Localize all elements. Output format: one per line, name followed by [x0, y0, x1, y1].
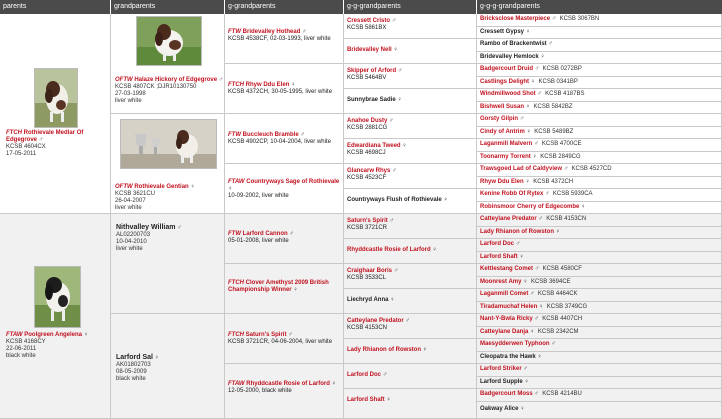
male-symbol: ♂	[515, 241, 521, 248]
gg2-info: KCSB 4372CH, 30-05-1995, liver white	[228, 89, 333, 96]
female-symbol: ♀	[524, 378, 529, 385]
ggg-name[interactable]: Sunnybrae Sadie	[347, 97, 396, 103]
gg1-prefix: FTW	[228, 29, 241, 35]
female-symbol: ♀	[537, 353, 542, 360]
sire-cell	[0, 14, 111, 214]
g-g-grandparent-cell	[344, 289, 477, 314]
gp2-photo	[120, 119, 217, 169]
gggg-reg: KCSB 4187BS	[545, 91, 585, 98]
dam-prefix: FTAW	[6, 332, 23, 338]
male-symbol: ♂	[289, 231, 294, 237]
gggg-name[interactable]: Toonarmy Torrent	[480, 153, 531, 160]
g-g-g-grandparent-cell	[477, 114, 722, 127]
dam-photo	[34, 266, 81, 328]
ggg-name[interactable]: Bridevalley Nell	[347, 47, 392, 53]
male-symbol: ♂	[538, 216, 543, 223]
gggg-name[interactable]: Badgercourt Moss	[480, 391, 533, 398]
ggg-reg: KCSB 2881CG	[347, 125, 388, 132]
male-symbol: ♂	[519, 116, 525, 123]
female-symbol: ♀	[525, 178, 530, 185]
gggg-name[interactable]: Larford Supple	[480, 378, 523, 385]
g-g-g-grandparent-cell	[477, 239, 722, 252]
gp3-color: liver white	[116, 246, 143, 253]
g-grandparent-cell	[225, 64, 344, 114]
g-g-g-grandparent-cell	[477, 289, 722, 302]
ggg-name[interactable]: Larford Doc	[347, 372, 382, 378]
gp1-reg: KCSB 4807CK ;DJR10130750	[115, 84, 197, 91]
g-grandparent-cell	[225, 14, 344, 64]
header-parents: parents	[0, 0, 110, 14]
g-g-grandparent-cell	[344, 239, 477, 264]
gp4-reg: AK01802703	[116, 362, 151, 369]
gggg-reg: KCSB 3067BN	[559, 16, 600, 23]
gp2-dob: 26-04-2007	[115, 198, 146, 205]
female-symbol: ♀	[397, 97, 402, 103]
male-symbol: ♂	[393, 268, 399, 274]
male-symbol: ♂	[218, 77, 224, 83]
gggg-reg: KCSB 4372CH	[533, 178, 574, 185]
grandparent-cell	[111, 14, 225, 114]
ggg-reg: KCSB 4698CJ	[347, 150, 386, 157]
g-grandparent-cell	[225, 314, 344, 364]
gp1-prefix: OFTW	[115, 77, 133, 83]
g-grandparent-cell	[225, 264, 344, 314]
ggg-name[interactable]: Lady Rhianon of Rowston	[347, 347, 421, 353]
gggg-name[interactable]: Cleopatra the Hawk	[480, 353, 536, 360]
female-symbol: ♀	[432, 247, 437, 253]
gg3-name[interactable]: Buccleuch Bramble	[242, 132, 299, 138]
gp1-dob: 27-03-1998	[115, 91, 146, 98]
g-g-g-grandparent-cell	[477, 164, 722, 177]
sire-name[interactable]: Rothievale Medlar Of Edgegrove	[6, 130, 84, 144]
gp1-color: liver white	[115, 98, 142, 105]
g-g-g-grandparent-cell	[477, 177, 722, 189]
g-g-grandparent-cell	[344, 389, 477, 419]
g-g-g-grandparent-cell	[477, 339, 722, 352]
female-symbol: ♀	[523, 278, 528, 285]
female-symbol: ♀	[291, 82, 296, 88]
male-symbol: ♂	[397, 68, 403, 74]
gggg-name[interactable]: Rambo of Brackentwist	[480, 41, 547, 48]
g-g-g-grandparent-cell	[477, 377, 722, 389]
male-symbol: ♂	[534, 391, 539, 398]
male-symbol: ♂	[177, 225, 182, 231]
gggg-reg: KCSB 4214BU	[542, 391, 582, 398]
male-symbol: ♂	[534, 141, 539, 148]
gg8-info: 12-05-2000, black white	[228, 388, 292, 395]
gggg-name[interactable]: Gorsty Gilpin	[480, 116, 519, 123]
female-symbol: ♀	[530, 78, 536, 85]
gg2-name[interactable]: Rhyw Ddu Elen	[245, 82, 290, 88]
g-g-g-grandparent-cell	[477, 189, 722, 202]
grandparent-cell	[111, 214, 225, 314]
ggg-name[interactable]: Anahoe Dusty	[347, 118, 388, 124]
gg5-name[interactable]: Larford Cannon	[242, 231, 288, 237]
male-symbol: ♂	[392, 168, 397, 174]
dam-dob: 22-06-2011	[6, 346, 37, 353]
male-symbol: ♂	[548, 41, 553, 48]
g-g-g-grandparent-cell	[477, 252, 722, 264]
g-g-grandparent-cell	[344, 39, 477, 64]
g-grandparent-cell	[225, 114, 344, 164]
g-g-g-grandparent-cell	[477, 77, 722, 89]
g-grandparent-cell	[225, 364, 344, 419]
male-symbol: ♂	[391, 18, 397, 24]
gg3-prefix: FTW	[228, 132, 241, 138]
gg2-prefix: FTCH	[228, 82, 244, 88]
female-symbol: ♀	[390, 297, 395, 303]
male-symbol: ♂	[38, 137, 44, 144]
gg7-name[interactable]: Saturn's Spirit	[245, 332, 287, 338]
ggg-reg: KCSB 4153CN	[347, 325, 388, 332]
gggg-reg: KCSB 5489BZ	[534, 128, 574, 135]
gp2-name[interactable]: Rothievale Gentian	[134, 184, 189, 190]
gggg-reg: KCSB 0341BP	[538, 78, 578, 85]
g-g-g-grandparent-cell	[477, 389, 722, 402]
male-symbol: ♂	[534, 66, 540, 73]
ggg-name[interactable]: Catteylane Predator	[347, 318, 404, 324]
g-g-g-grandparent-cell	[477, 277, 722, 289]
dam-reg: KCSB 4168CY	[6, 339, 46, 346]
g-g-g-grandparent-cell	[477, 39, 722, 52]
gg6-prefix: FTCH	[228, 280, 244, 286]
gggg-reg: KCSB 3694CE	[530, 278, 571, 285]
gggg-name[interactable]: Castlings Delight	[480, 78, 530, 85]
grandparent-cell	[111, 314, 225, 419]
male-symbol: ♂	[545, 191, 550, 198]
gggg-name[interactable]: Laganmill Malvern	[480, 141, 533, 148]
male-symbol: ♂	[530, 291, 535, 298]
gggg-name[interactable]: Windmillwood Shot	[480, 91, 536, 98]
female-symbol: ♀	[422, 347, 428, 353]
gggg-name[interactable]: Rhyw Ddu Elen	[480, 178, 524, 185]
gggg-reg: KCSB 4153CN	[546, 216, 587, 223]
ggg-reg: KCSB 3533CL	[347, 275, 387, 282]
gggg-name[interactable]: Kenine Robb Of Rytex	[480, 191, 544, 198]
ggg-name[interactable]: Larford Shaft	[347, 397, 385, 403]
ggg-name[interactable]: Rhyddcastle Rosie of Larford	[347, 247, 431, 253]
gggg-reg: KCSB 4464CK	[537, 291, 578, 298]
g-g-g-grandparent-cell	[477, 27, 722, 39]
header-g-g-grandparents: g-g-grandparents	[344, 0, 476, 14]
g-g-g-grandparent-cell	[477, 14, 722, 27]
ggg-name[interactable]: Saturn's Spirit	[347, 218, 388, 224]
ggg-name[interactable]: Liechryd Anna	[347, 297, 389, 303]
g-g-grandparent-cell	[344, 339, 477, 364]
g-g-g-grandparent-cell	[477, 52, 722, 64]
gp3-name[interactable]: Nithvalley William	[116, 224, 176, 231]
female-symbol: ♀	[532, 153, 537, 160]
gggg-reg: KCSB 5842BZ	[533, 103, 573, 110]
gggg-reg: KCSB 2342CM	[537, 328, 579, 335]
gp4-color: black white	[116, 376, 146, 383]
gg8-name[interactable]: Rhyddcastle Rosie of Larford	[246, 381, 330, 387]
gggg-name[interactable]: Oakway Alice	[480, 406, 519, 413]
gp3-reg: AL02200703	[116, 232, 151, 239]
female-symbol: ♀	[154, 355, 160, 361]
gp4-dob: 08-05-2009	[116, 369, 147, 376]
gggg-reg: KCSB 3749CG	[546, 303, 588, 310]
sire-dob: 17-05-2011	[6, 151, 37, 158]
gggg-name[interactable]: Trawsgoed Lad of Caldyview	[480, 166, 563, 173]
gp1-photo	[136, 16, 202, 66]
gp2-prefix: OFTW	[115, 184, 133, 190]
g-g-grandparent-cell	[344, 214, 477, 239]
gggg-name[interactable]: Catteylane Danja	[480, 328, 529, 335]
gg6-name[interactable]: Clover Amethyst 2009 British Championship Winner	[228, 280, 329, 294]
gggg-name[interactable]: Bricksclose Masterpiece	[480, 16, 551, 23]
g-grandparent-cell	[225, 164, 344, 214]
gg4-prefix: FTAW	[228, 179, 245, 185]
gg5-prefix: FTW	[228, 231, 241, 237]
gggg-name[interactable]: Kettlestang Comet	[480, 266, 534, 273]
dam-name[interactable]: Poolgreen Angelena	[24, 332, 83, 338]
gggg-name[interactable]: Maesydderwen Typhoon	[480, 341, 550, 348]
female-symbol: ♀	[83, 332, 89, 338]
g-g-grandparent-cell	[344, 364, 477, 389]
ggg-name[interactable]: Skipper of Arford	[347, 68, 397, 74]
ggg-reg: KCSB 3721CR	[347, 225, 388, 232]
gg5-info: 05-01-2008, liver white	[228, 238, 289, 245]
g-g-g-grandparent-cell	[477, 302, 722, 314]
male-symbol: ♂	[551, 16, 557, 23]
g-g-grandparent-cell	[344, 189, 477, 214]
g-g-g-grandparent-cell	[477, 364, 722, 377]
female-symbol: ♀	[393, 47, 398, 53]
g-g-g-grandparent-cell	[477, 139, 722, 152]
male-symbol: ♂	[563, 166, 569, 173]
g-g-g-grandparent-cell	[477, 152, 722, 164]
female-symbol: ♀	[331, 381, 337, 387]
dam-cell	[0, 214, 111, 419]
g-g-g-grandparent-cell	[477, 89, 722, 102]
female-symbol: ♀	[190, 184, 195, 190]
gggg-name[interactable]: Larford Shaft	[480, 253, 518, 260]
male-symbol: ♂	[534, 316, 539, 323]
ggg-name[interactable]: Glancarw Rhys	[347, 168, 391, 174]
gp4-name[interactable]: Larford Sal	[116, 354, 153, 361]
male-symbol: ♂	[389, 218, 394, 224]
g-g-grandparent-cell	[344, 164, 477, 189]
g-g-g-grandparent-cell	[477, 327, 722, 339]
g-g-g-grandparent-cell	[477, 64, 722, 77]
gggg-name[interactable]: Bishwell Susan	[480, 103, 525, 110]
header-grandparents: grandparents	[111, 0, 224, 14]
female-symbol: ♀	[519, 253, 524, 260]
gp2-color: liver white	[115, 205, 142, 212]
gg7-prefix: FTCH	[228, 332, 244, 338]
male-symbol: ♂	[302, 29, 307, 35]
female-symbol: ♀	[402, 143, 407, 149]
female-symbol: ♀	[443, 197, 448, 203]
gggg-name[interactable]: Robinsmoor Cherry of Edgecombe	[480, 203, 580, 210]
ggg-reg: KCSB 5861BX	[347, 25, 387, 32]
gg3-info: KCSB 4902CP, 10-04-2004, liver white	[228, 139, 331, 146]
g-grandparent-cell	[225, 214, 344, 264]
gggg-reg: KCSB 4580CF	[542, 266, 582, 273]
dam-info	[6, 332, 108, 360]
ggg-name[interactable]: Countryways Flush of Rothievale	[347, 197, 442, 203]
female-symbol: ♀	[228, 186, 233, 193]
g-g-grandparent-cell	[344, 314, 477, 339]
g-g-g-grandparent-cell	[477, 227, 722, 239]
sire-prefix: FTCH	[6, 130, 22, 136]
g-g-grandparent-cell	[344, 264, 477, 289]
gggg-name[interactable]: Laganmill Comet	[480, 291, 529, 298]
female-symbol: ♀	[581, 203, 586, 210]
female-symbol: ♀	[538, 303, 544, 310]
male-symbol: ♂	[534, 266, 540, 273]
male-symbol: ♂	[300, 132, 305, 138]
male-symbol: ♂	[382, 372, 388, 378]
g-g-g-grandparent-cell	[477, 214, 722, 227]
gggg-name[interactable]: Tiradamuchaf Helen	[480, 303, 538, 310]
female-symbol: ♀	[386, 397, 391, 403]
gggg-reg: KCSB 2849CG	[540, 153, 581, 160]
sire-info	[6, 130, 108, 158]
gggg-name[interactable]: Lady Rhianon of Rowston	[480, 228, 554, 235]
female-symbol: ♀	[540, 53, 545, 60]
gp3-dob: 10-04-2010	[116, 239, 147, 246]
gg1-name[interactable]: Bridevalley Hothead	[242, 29, 301, 35]
gggg-name[interactable]: Bridevalley Hemlock	[480, 53, 539, 60]
header-g-grandparents: g-grandparents	[225, 0, 343, 14]
ggg-name[interactable]: Cressett Cristo	[347, 18, 391, 24]
g-g-grandparent-cell	[344, 89, 477, 114]
gggg-name[interactable]: Badgercourt Druid	[480, 66, 534, 73]
female-symbol: ♀	[530, 328, 535, 335]
g-g-g-grandparent-cell	[477, 264, 722, 277]
g-g-grandparent-cell	[344, 64, 477, 89]
male-symbol: ♂	[523, 366, 528, 373]
gp1-name[interactable]: Halaze Hickory of Edgegrove	[134, 77, 218, 83]
gggg-reg: KCSB 4407CH	[542, 316, 583, 323]
female-symbol: ♀	[526, 128, 531, 135]
header-g-g-g-grandparents: g-g-g-grandparents	[477, 0, 722, 14]
ggg-name[interactable]: Craighaar Boris	[347, 268, 393, 274]
gggg-name[interactable]: Cressett Gypsy	[480, 28, 525, 35]
gggg-name[interactable]: Larford Striker	[480, 366, 522, 373]
male-symbol: ♂	[537, 91, 542, 98]
g-g-g-grandparent-cell	[477, 402, 722, 419]
g-g-g-grandparent-cell	[477, 314, 722, 327]
female-symbol: ♀	[525, 103, 531, 110]
female-symbol: ♀	[525, 28, 531, 35]
female-symbol: ♀	[520, 406, 525, 413]
gggg-reg: KCSB 5939CA	[552, 191, 593, 198]
gggg-name[interactable]: Moonrest Amy	[480, 278, 522, 285]
gggg-reg: KCSB 0272BP	[542, 66, 582, 73]
ggg-name[interactable]: Edwardiana Tweed	[347, 143, 401, 149]
g-g-grandparent-cell	[344, 14, 477, 39]
g-g-g-grandparent-cell	[477, 127, 722, 139]
male-symbol: ♂	[551, 341, 556, 348]
sire-photo	[34, 68, 78, 128]
sire-reg: KCSB 4604CX	[6, 144, 46, 151]
gggg-name[interactable]: Larford Doc	[480, 241, 515, 248]
g-g-g-grandparent-cell	[477, 102, 722, 114]
ggg-reg: KCSB 5464BV	[347, 75, 387, 82]
gggg-name[interactable]: Nant-Y-Bwla Ricky	[480, 316, 533, 323]
grandparent-cell	[111, 114, 225, 214]
gggg-reg: KCSB 4527CD	[571, 166, 612, 173]
gggg-name[interactable]: Cindy of Antrim	[480, 128, 525, 135]
g-g-g-grandparent-cell	[477, 352, 722, 364]
gggg-reg: KCSB 4700CE	[541, 141, 582, 148]
gggg-name[interactable]: Catteylane Predator	[480, 216, 537, 223]
male-symbol: ♂	[389, 118, 394, 124]
gg8-prefix: FTAW	[228, 381, 245, 387]
male-symbol: ♂	[405, 318, 410, 324]
dam-color: black white	[6, 353, 36, 360]
gp2-reg: KCSB 3621CU	[115, 191, 156, 198]
gg4-name[interactable]: Countryways Sage of Rothievale	[246, 179, 340, 185]
female-symbol: ♀	[555, 228, 561, 235]
ggg-reg: KCSB 4523CF	[347, 175, 387, 182]
g-g-grandparent-cell	[344, 114, 477, 139]
g-g-grandparent-cell	[344, 139, 477, 164]
g-g-g-grandparent-cell	[477, 202, 722, 214]
gg1-info: KCSB 4538CF, 02-03-1993, liver white	[228, 36, 331, 43]
gg4-info: 10-09-2002, liver white	[228, 193, 289, 200]
gg7-info: KCSB 3721CR, 04-06-2004, liver white	[228, 339, 333, 346]
male-symbol: ♂	[288, 332, 293, 338]
female-symbol: ♀	[293, 287, 298, 294]
